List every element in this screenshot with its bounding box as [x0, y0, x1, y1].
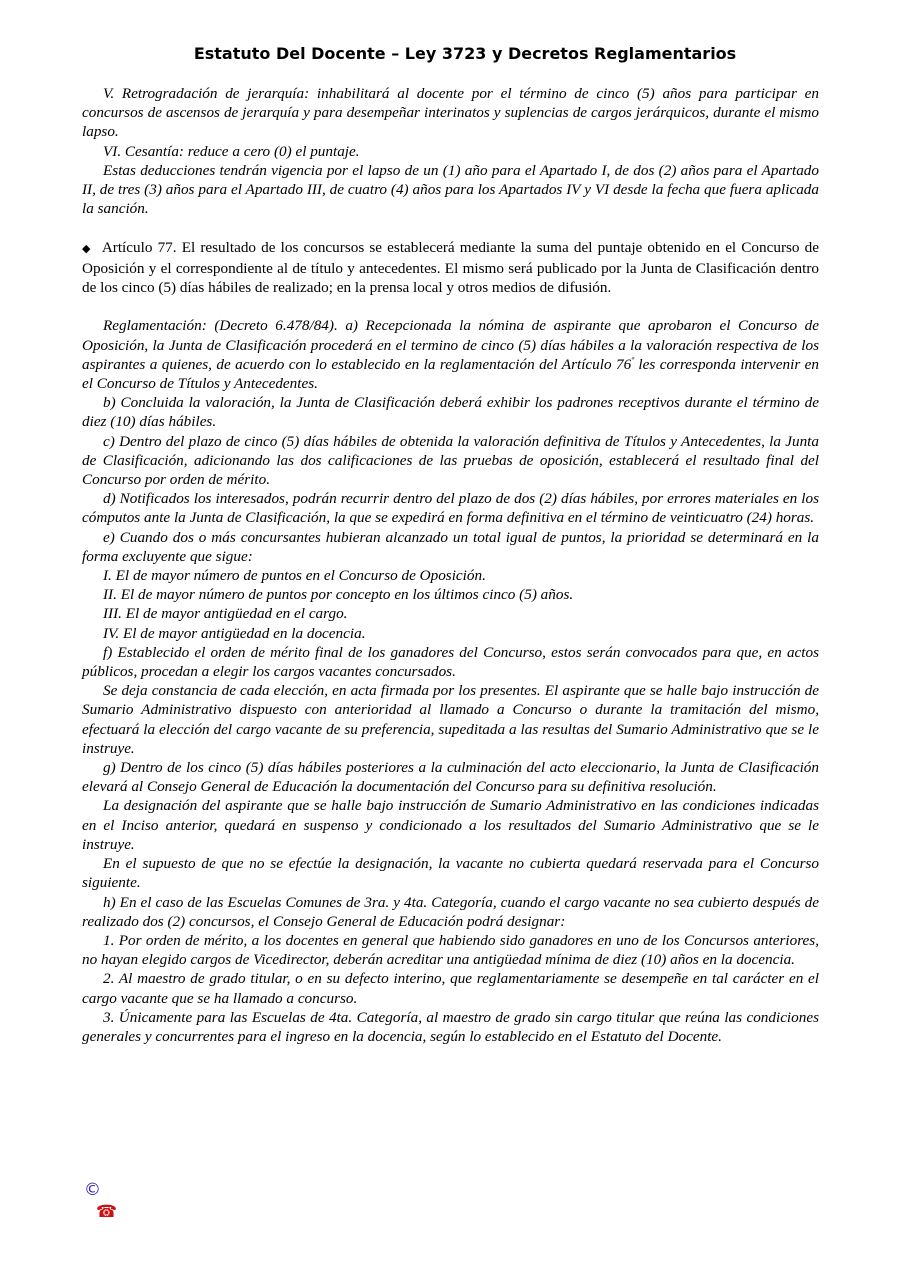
- paragraph-designacion: La designación del aspirante que se halle bajo instrucción de Sumario Administrativo en las condiciones indicadas en el Inciso anterior, quedará en suspenso y condicionado a los resultados del Sumario Administrativo que se le instruye.: [82, 797, 819, 853]
- reglamentacion-e: e) Cuando dos o más concursantes hubieran alcanzado un total igual de puntos, la prioridad se determinará en la forma excluyente que sigue:: [82, 528, 819, 565]
- reglamentacion-b: b) Concluida la valoración, la Junta de Clasificación deberá exhibir los padrones receptivos durante el término de diez (10) días hábiles.: [82, 394, 819, 431]
- telephone-icon: ☎: [96, 1202, 118, 1222]
- reglamentacion-a-text: Reglamentación: (Decreto 6.478/84). a) Recepcionada la nómina de aspirante que aprobaron el Concurso de Oposición, la Junta de Clasificación procederá en el termino de cinco (5) días hábiles a la valoración respectiva de los aspirantes a quienes, de acuerdo con lo establecido en la reglamentación del Artículo 76: [82, 317, 819, 373]
- paragraph-deducciones: Estas deducciones tendrán vigencia por el lapso de un (1) año para el Apartado I, de dos (2) años para el Apartado II, de tres (3) años para el Apartado III, de cuatro (4) años para los Apartados IV y VI desde la fecha que fuera aplicada la sanción.: [82, 161, 819, 218]
- document-body: [82, 84, 819, 1046]
- copyright-icon: ©: [84, 1180, 101, 1200]
- paragraph-cesantia: VI. Cesantía: reduce a cero (0) el puntaje.: [103, 142, 360, 160]
- reglamentacion-g: g) Dentro de los cinco (5) días hábiles posteriores a la culminación del acto eleccionario, la Junta de Clasificación elevará al Consejo General de Educación la documentación del Concurso para su definitiva resolución.: [82, 759, 819, 796]
- designation-item-3: 3. Únicamente para las Escuelas de 4ta. Categoría, al maestro de grado sin cargo titular que reúna las condiciones generales y concurrentes para el ingreso en la docencia, según lo establecido en el Estatuto del Docente.: [82, 1008, 819, 1045]
- article-77: [82, 238, 819, 298]
- priority-item-2: II. El de mayor número de puntos por concepto en los últimos cinco (5) años.: [103, 586, 574, 604]
- ordinal-sup: º: [631, 354, 634, 365]
- paragraph-supuesto: En el supuesto de que no se efectúe la designación, la vacante no cubierta quedará reservada para el Concurso siguiente.: [82, 855, 819, 892]
- designation-item-2: 2. Al maestro de grado titular, o en su defecto interino, que reglamentariamente se desempeñe en tal carácter en el cargo vacante que se ha llamado a concurso.: [82, 970, 819, 1007]
- reglamentacion-a-tail: les corresponda intervenir en el Concurso de Títulos y Antecedentes.: [82, 355, 819, 393]
- paragraph-retrogradacion: V. Retrogradación de jerarquía: inhabilitará al docente por el término de cinco (5) años para participar en concursos de ascensos de jerarquía y para desempeñar interinatos y suplencias de cargos jerárquicos, durante el mismo lapso.: [82, 85, 819, 141]
- priority-item-3: III. El de mayor antigüedad en el cargo.: [103, 605, 348, 623]
- reglamentacion-f: f) Establecido el orden de mérito final de los ganadores del Concurso, estos serán convocados para que, en actos públicos, procedan a elegir los cargos vacantes concursados.: [82, 643, 819, 681]
- reglamentacion-h: h) En el caso de las Escuelas Comunes de 3ra. y 4ta. Categoría, cuando el cargo vacante no sea cubierto después de realizado dos (2) concursos, el Consejo General de Educación podrá designar:: [82, 893, 819, 930]
- reglamentacion-c: c) Dentro del plazo de cinco (5) días hábiles de obtenida la valoración definitiva de Títulos y Antecedentes, la Junta de Clasificación, adicionando las dos calificaciones de las pruebas de oposición, establecerá el resultado final del Concurso por orden de mérito.: [82, 432, 819, 489]
- paragraph-constancia: Se deja constancia de cada elección, en acta firmada por los presentes. El aspirante que se halle bajo instrucción de Sumario Administrativo dispuesto con anterioridad al llamado a Concurso o durante la tramitación del mismo, efectuará la elección del cargo vacante de su preferencia, supeditada a las resultas del Sumario Administrativo que se le instruye.: [82, 682, 819, 757]
- article-77-text: Artículo 77. El resultado de los concursos se establecerá mediante la suma del puntaje obtenido en el Concurso de Oposición y el correspondiente al de título y antecedentes. El mismo será publicado por la Junta de Clasificación dentro de los cinco (5) días hábiles de realizado; en la prensa local y otros medios de difusión.: [82, 238, 819, 297]
- spacer: [82, 218, 819, 237]
- diamond-bullet-icon: ◆: [82, 242, 92, 255]
- page-title: Estatuto Del Docente – Ley 3723 y Decretos Reglamentarios: [193, 44, 737, 63]
- priority-item-1: I. El de mayor número de puntos en el Concurso de Oposición.: [103, 567, 486, 585]
- reglamentacion-a: [82, 316, 819, 393]
- priority-item-4: IV. El de mayor antigüedad en la docencia.: [103, 624, 366, 642]
- spacer: [82, 297, 819, 316]
- reglamentacion-d: d) Notificados los interesados, podrán recurrir dentro del plazo de dos (2) días hábiles, por errores materiales en los cómputos ante la Junta de Clasificación, la que se expedirá en forma definitiva en el término de veinticuatro (24) horas.: [82, 490, 819, 527]
- designation-item-1: 1. Por orden de mérito, a los docentes en general que habiendo sido ganadores en uno de los Concursos anteriores, no hayan elegido cargos de Vicedirector, deberán acreditar una antigüedad mínima de diez (10) años en la docencia.: [82, 931, 819, 969]
